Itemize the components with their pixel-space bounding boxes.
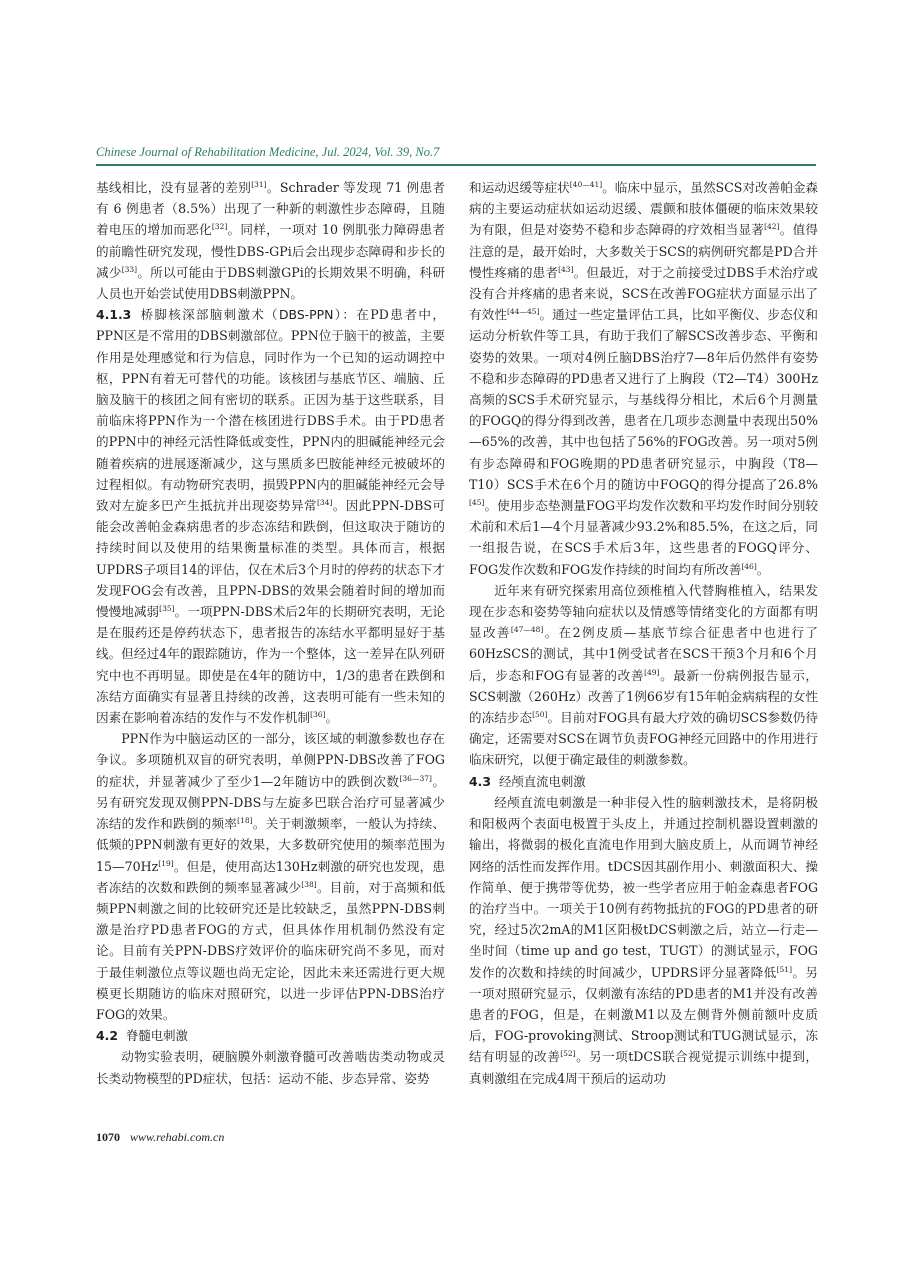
text-run: 。但最近，对于之前接受过DBS手术治疗或没有合并疼痛的患者来说，SCS在改善FOG症状方面显示出了有效性 [469,264,819,323]
header-rule [96,164,816,166]
citation: [49] [644,667,660,677]
section-title: 脊髓电刺激 [125,1028,188,1044]
section-number: 4.1.3 [96,307,132,323]
page-number: 1070 [96,1130,120,1144]
citation: [44—45] [507,307,540,317]
right-column [469,177,818,1089]
citation: [19] [158,858,174,868]
section-4-1-3 [96,304,445,728]
text-run: 经颅直流电刺激是一种非侵入性的脑刺激技术，是将阴极和阳极两个表面电极置于头皮上，并通过控制机器设置刺激的输出，将微弱的极化直流电作用到大脑皮质上，从而调节神经网络的活性而发挥作用。tDCS因其副作用小、刺激面积大、操作简单、便于携带等优势，被一些学者应用于帕金森患者FOG的治疗当中。一项关于10例有药物抵抗的FOG的PD患者的研究，经过5次2mA的M1区阳极tDCS刺激之后，站立—行走—坐时间（time up and go test，TUGT）的测试显示，FOG发作的次数和持续的时间减少，UPDRS评分显著降低 [469,794,818,980]
text-run: 。使用步态垫测量FOG平均发作次数和平均发作时间分别较术前和术后1—4个月显著减少93.2%和85.5%，在这之后，同一组报告说，在SCS手术后3年，这些患者的FOGQ评分、FOG发作次数和FOG发作持续的时间均有所改善 [469,498,818,577]
text-run: 在PD患者中，PPN区是不常用的DBS刺激部位。PPN位于脑干的被盖，主要作用是处理感觉和行为信息，同时作为一个已知的运动调控中枢，PPN有着无可替代的功能。该核团与基底节区、端脑、丘脑及脑干的核团之间有密切的联系。正因为基于这些联系，目前临床将PPN作为一个潜在核团进行DBS手术。由于PD患者的PPN中的神经元活性降低或变性，PPN内的胆碱能神经元会随着疾病的进展逐渐减少，这与黑质多巴胺能神经元被破坏的过程相似。有动物研究表明，损毁PPN内的胆碱能神经元会导致对左旋多巴产生抵抗并出现姿势异常 [96,307,445,514]
text-run: 。目前对FOG具有最大疗效的确切SCS参数仍待确定，还需要对SCS在调节负责FOG神经元回路中的作用进行临床研究，以便于确定最佳的刺激参数。 [469,710,819,768]
citation: [45] [469,497,485,507]
text-run: 。最新一份病例报告显示，SCS刺激（260Hz）改善了1例66岁有15年帕金病病程的女性的冻结步态 [469,667,818,726]
paragraph-scs-animal [96,1046,445,1088]
citation: [34] [317,497,333,507]
text-run: 。因此PPN-DBS可能会改善帕金森病患者的步态冻结和跌倒，但这取决于随访的持续时间以及使用的结果衡量标准的类型。具体而言，根据UPDRS子项目14的评估，仅在术后3个月时的停药的状态下才发现FOG会有改善，且PPN-DBS的效果会随着时间的增加而慢慢地减弱 [96,498,446,620]
text-run: 和运动迟缓等症状 [469,180,570,195]
citation: [38] [301,879,317,889]
text-run: 。关于刺激频率，一般认为持续、低频的PPN刺激有更好的效果，大多数研究使用的频率范围为15—70Hz [96,816,446,874]
journal-url[interactable]: www.rehabi.com.cn [130,1130,225,1144]
left-column [96,177,445,1089]
text-run: 。另一项tDCS联合视觉提示训练中提到，真刺激组在完成4周干预后的运动功 [469,1049,819,1086]
citation: [36—37] [399,773,432,783]
text-run: PPN作为中脑运动区的一部分，该区域的刺激参数也存在争议。多项随机双盲的研究表明，单侧PPN-DBS改善了FOG的症状，并显著减少了至少1—2年随访中的跌倒次数 [96,731,445,789]
section-title: 经颅直流电刺激 [498,773,586,789]
text-run: 。通过一些定量评估工具，比如平衡仪、步态仪和运动分析软件等工具，有助于我们了解SCS改善步态、平衡和姿势的效果。一项对4例丘脑DBS治疗7—8年后仍然伴有姿势不稳和步态障碍的PD患者又进行了上胸段（T2—T4）300Hz高频的SCS手术研究显示，与基线得分相比，术后6个月测量的FOGQ的得分得到改善，患者在几项步态测量中表现出50%—65%的改善，其中也包括了56%的FOG改善。另一项对5例有步态障碍和FOG晚期的PD患者研究显示，中胸段（T8—T10）SCS手术在6个月的随访中FOGQ的得分提高了26.8% [469,307,819,492]
text-run: 。在2例皮质—基底节综合征患者中也进行了60HzSCS的测试，其中1例受试者在SCS干预3个月和6个月后，步态和FOG有显著的改善 [469,625,819,683]
section-4-2-heading [96,1025,445,1046]
section-title: 桥脚核深部脑刺激术（DBS-PPN）： [139,307,357,323]
text-run: 。值得注意的是，最开始时，大多数关于SCS的病例研究都是PD合并慢性疼痛的患者 [469,222,819,280]
citation: [40—41] [569,179,603,189]
text-run: 。所以可能由于DBS刺激GPi的长期效果不明确，科研人员也开始尝试使用DBS刺激PPN。 [96,264,445,302]
text-run: 。同样，一项对 10 例肌张力障碍患者的前瞻性研究发现，慢性DBS-GPi后会出现步态障碍和步长的减少 [96,222,445,280]
paragraph-tdcs [469,792,818,1089]
text-run: 动物实验表明，硬脑膜外刺激脊髓可改善啮齿类动物或灵长类动物模型的PD症状，包括：运动不能、步态异常、姿势 [96,1049,445,1086]
citation: [52] [560,1049,576,1059]
paragraph-dbs-gpi [96,177,445,304]
section-heading [96,307,356,322]
citation: [47—48] [510,625,544,635]
section-4-3-heading [469,771,818,792]
section-number: 4.3 [469,773,491,789]
citation: [35] [159,603,175,613]
paragraph-scs-clinical [469,177,818,580]
citation: [31] [251,179,267,189]
citation: [36] [310,709,326,719]
text-run: 。另有研究发现双侧PPN-DBS与左旋多巴联合治疗可显著减少冻结的发作和跌倒的频率 [96,773,446,832]
text-run: 。但是，使用高达130Hz刺激的研究也发现，患者冻结的次数和跌倒的频率显著减少 [96,858,445,895]
citation: [43] [558,264,574,274]
page-footer [96,1130,224,1145]
citation: [51] [776,964,793,974]
text-run: 。 [756,561,770,577]
text-run: 。 [325,710,339,726]
citation: [33] [121,264,138,274]
text-run: 。Schrader 等发现 71 例患者有 6 例患者（8.5%）出现了一种新的刺激性步态障碍，且随着电压的增加而恶化 [96,180,446,238]
text-run: 。另一项对照研究显示，仅刺激有冻结的PD患者的M1并没有改善患者的FOG，但是，在刺激M1以及左侧背外侧前额叶皮质后，FOG-provoking测试、Stroop测试和TUG测试显示，冻结有明显的改善 [469,964,819,1065]
text-run: 。一项PPN-DBS术后2年的长期研究表明，无论是在服药还是停药状态下，患者报告的冻结水平都明显好于基线。但经过4年的跟踪随访，作为一个整体，这一差异在队列研究中也不再明显。即使是在4年的随访中，1/3的患者在跌倒和冻结方面确实有显著且持续的改善，这表明可能有一些未知的因素在影响着冻结的发作与不发作机制 [96,604,446,726]
running-header: Chinese Journal of Rehabilitation Medicine, Jul. 2024, Vol. 39, No.7 [96,145,440,159]
text-run: 。临床中显示，虽然SCS对改善帕金森病的主要运动症状如运动迟缓、震颤和肢体僵硬的临床效果较为有限，但是对姿势不稳和步态障碍的疗效相当显著 [469,180,819,238]
citation: [46] [741,561,757,571]
text-run: 基线相比，没有显著的差别 [96,180,252,195]
section-number: 4.2 [96,1028,118,1044]
citation: [18] [237,815,253,825]
citation: [50] [532,709,548,719]
paragraph-scs-cervical [469,580,818,771]
citation: [42] [764,222,780,232]
paragraph-ppn-parameters [96,728,445,1025]
text-run: 近年来有研究探索用高位颈椎植入代替胸椎植入，结果发现在步态和姿势等轴向症状以及情感等情绪变化的方面都有明显改善 [469,582,818,641]
citation: [32] [211,222,228,232]
text-run: 。目前，对于高频和低频PPN刺激之间的比较研究还是比较缺乏，虽然PPN-DBS刺激是治疗PD患者FOG的方式，但具体作用机制仍然没有定论。目前有关PPN-DBS疗效评价的临床研究尚不多见，而对于最佳刺激位点等议题也尚无定论，因此未来还需进行更大规模更长期随访的临床对照研究，以进一步评估PPN-DBS治疗FOG的效果。 [96,879,446,1022]
